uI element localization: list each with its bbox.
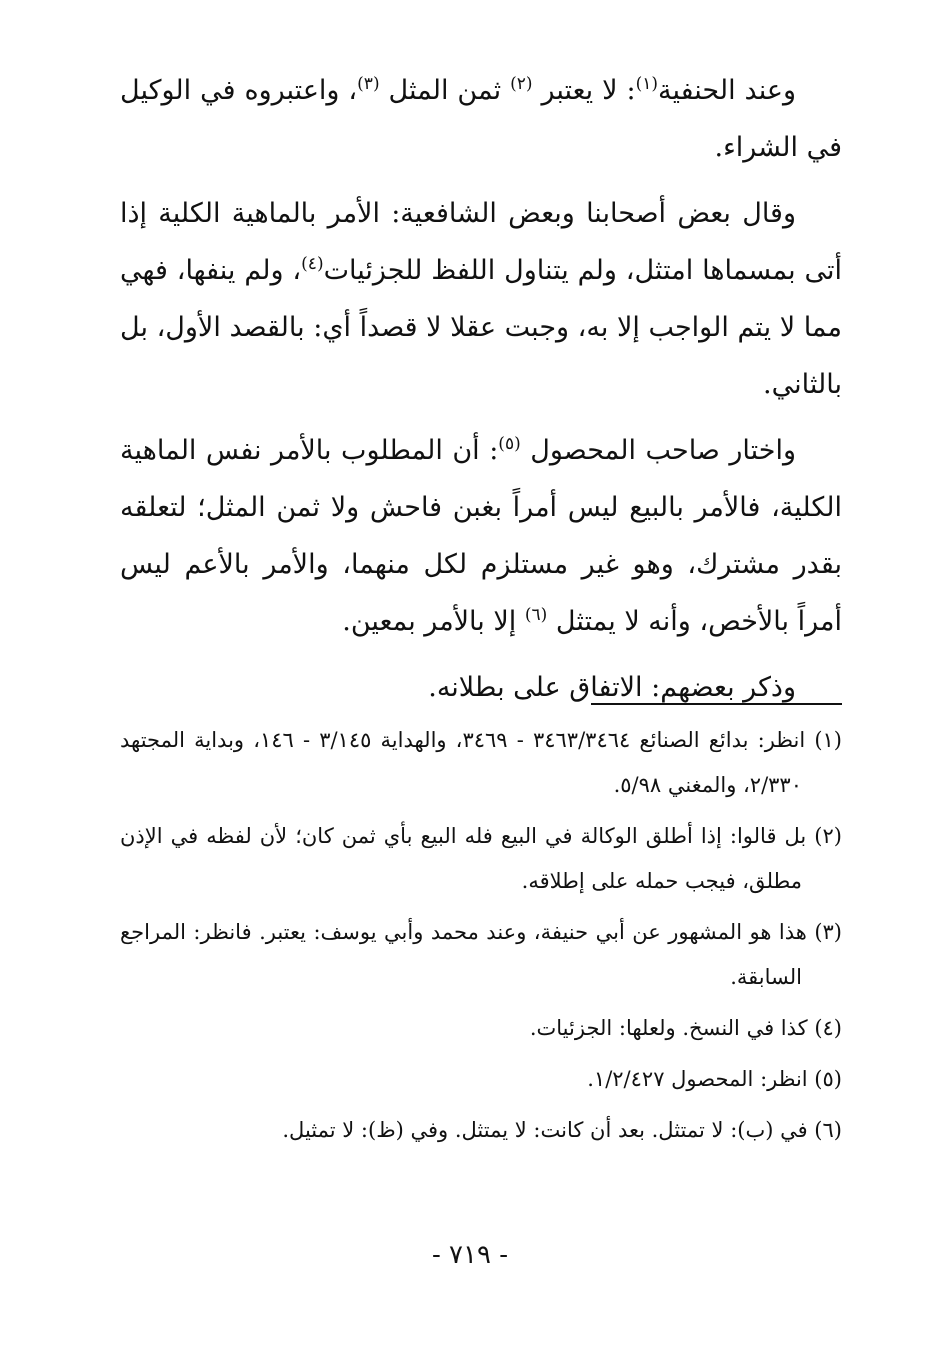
main-text <box>120 62 842 725</box>
footnote-4: (٤) كذا في النسخ. ولعلها: الجزئيات. <box>529 1016 842 1040</box>
footnote-ref-6: (٦) <box>524 605 548 625</box>
text-run: ، ولم ينفها، فهي مما لا يتم الواجب إلا به، وجبت عقلا لا قصداً أي: بالقصد الأول، بل بالثاني. <box>120 255 842 400</box>
paragraph-consensus: وذكر بعضهم: الاتفاق على بطلانه. <box>428 672 796 703</box>
paragraph-shafii <box>120 185 842 413</box>
text-run: : أن المطلوب بالأمر نفس الماهية الكلية، فالأمر بالبيع ليس أمراً بغبن فاحش ولا ثمن المثل؛ لتعلقه بقدر مشترك، وهو غير مستلزم لكل منهما، والأمر بالأعم ليس أمراً بالأخص، وأنه لا يمتثل <box>120 435 842 637</box>
footnotes <box>120 718 842 1159</box>
footnote-6: (٦) في (ب): لا تمتثل. بعد أن كانت: لا يمتثل. وفي (ظ): لا تمثيل. <box>282 1118 842 1142</box>
page-number: - ٧١٩ - <box>431 1240 509 1270</box>
text-run: ثمن المثل <box>379 75 511 106</box>
text-run: : لا يعتبر <box>532 75 636 106</box>
footnote-ref-4: (٤) <box>301 254 324 274</box>
footnote-ref-5: (٥) <box>498 434 521 454</box>
text-run: وعند الحنفية <box>658 75 797 106</box>
paragraph-mahsul <box>120 422 842 650</box>
footnote-ref-1: (١) <box>635 74 658 94</box>
text-run: ، واعتبروه في الوكيل في الشراء. <box>120 75 842 163</box>
paragraph-hanafi <box>120 62 842 176</box>
footnote-1: (١) انظر: بدائع الصنائع ٣٤٦٣/٣٤٦٤ - ٣٤٦٩، والهداية ٣/١٤٥ - ١٤٦، وبداية المجتهد ٢/٣٣٠، والمغني ٥/٩٨. <box>120 728 842 797</box>
text-run: واختار صاحب المحصول <box>520 435 796 466</box>
text-run: وقال بعض أصحابنا وبعض الشافعية: الأمر بالماهية الكلية إذا أتى بمسماها امتثل، ولم يتناول اللفظ للجزئيات <box>120 198 842 286</box>
text-run: إلا بالأمر بمعين. <box>342 606 525 637</box>
footnote-3: (٣) هذا هو المشهور عن أبي حنيفة، وعند محمد وأبي يوسف: يعتبر. فانظر: المراجع السابقة. <box>120 920 842 989</box>
footnote-separator <box>591 703 842 705</box>
footnote-ref-3: (٣) <box>357 74 380 94</box>
footnote-ref-2: (٢) <box>510 74 533 94</box>
footnote-5: (٥) انظر: المحصول ١/٢/٤٢٧. <box>587 1067 842 1091</box>
footnote-2: (٢) بل قالوا: إذا أطلق الوكالة في البيع فله البيع بأي ثمن كان؛ لأن لفظه في الإذن مطلق، فيجب حمله على إطلاقه. <box>120 824 842 893</box>
